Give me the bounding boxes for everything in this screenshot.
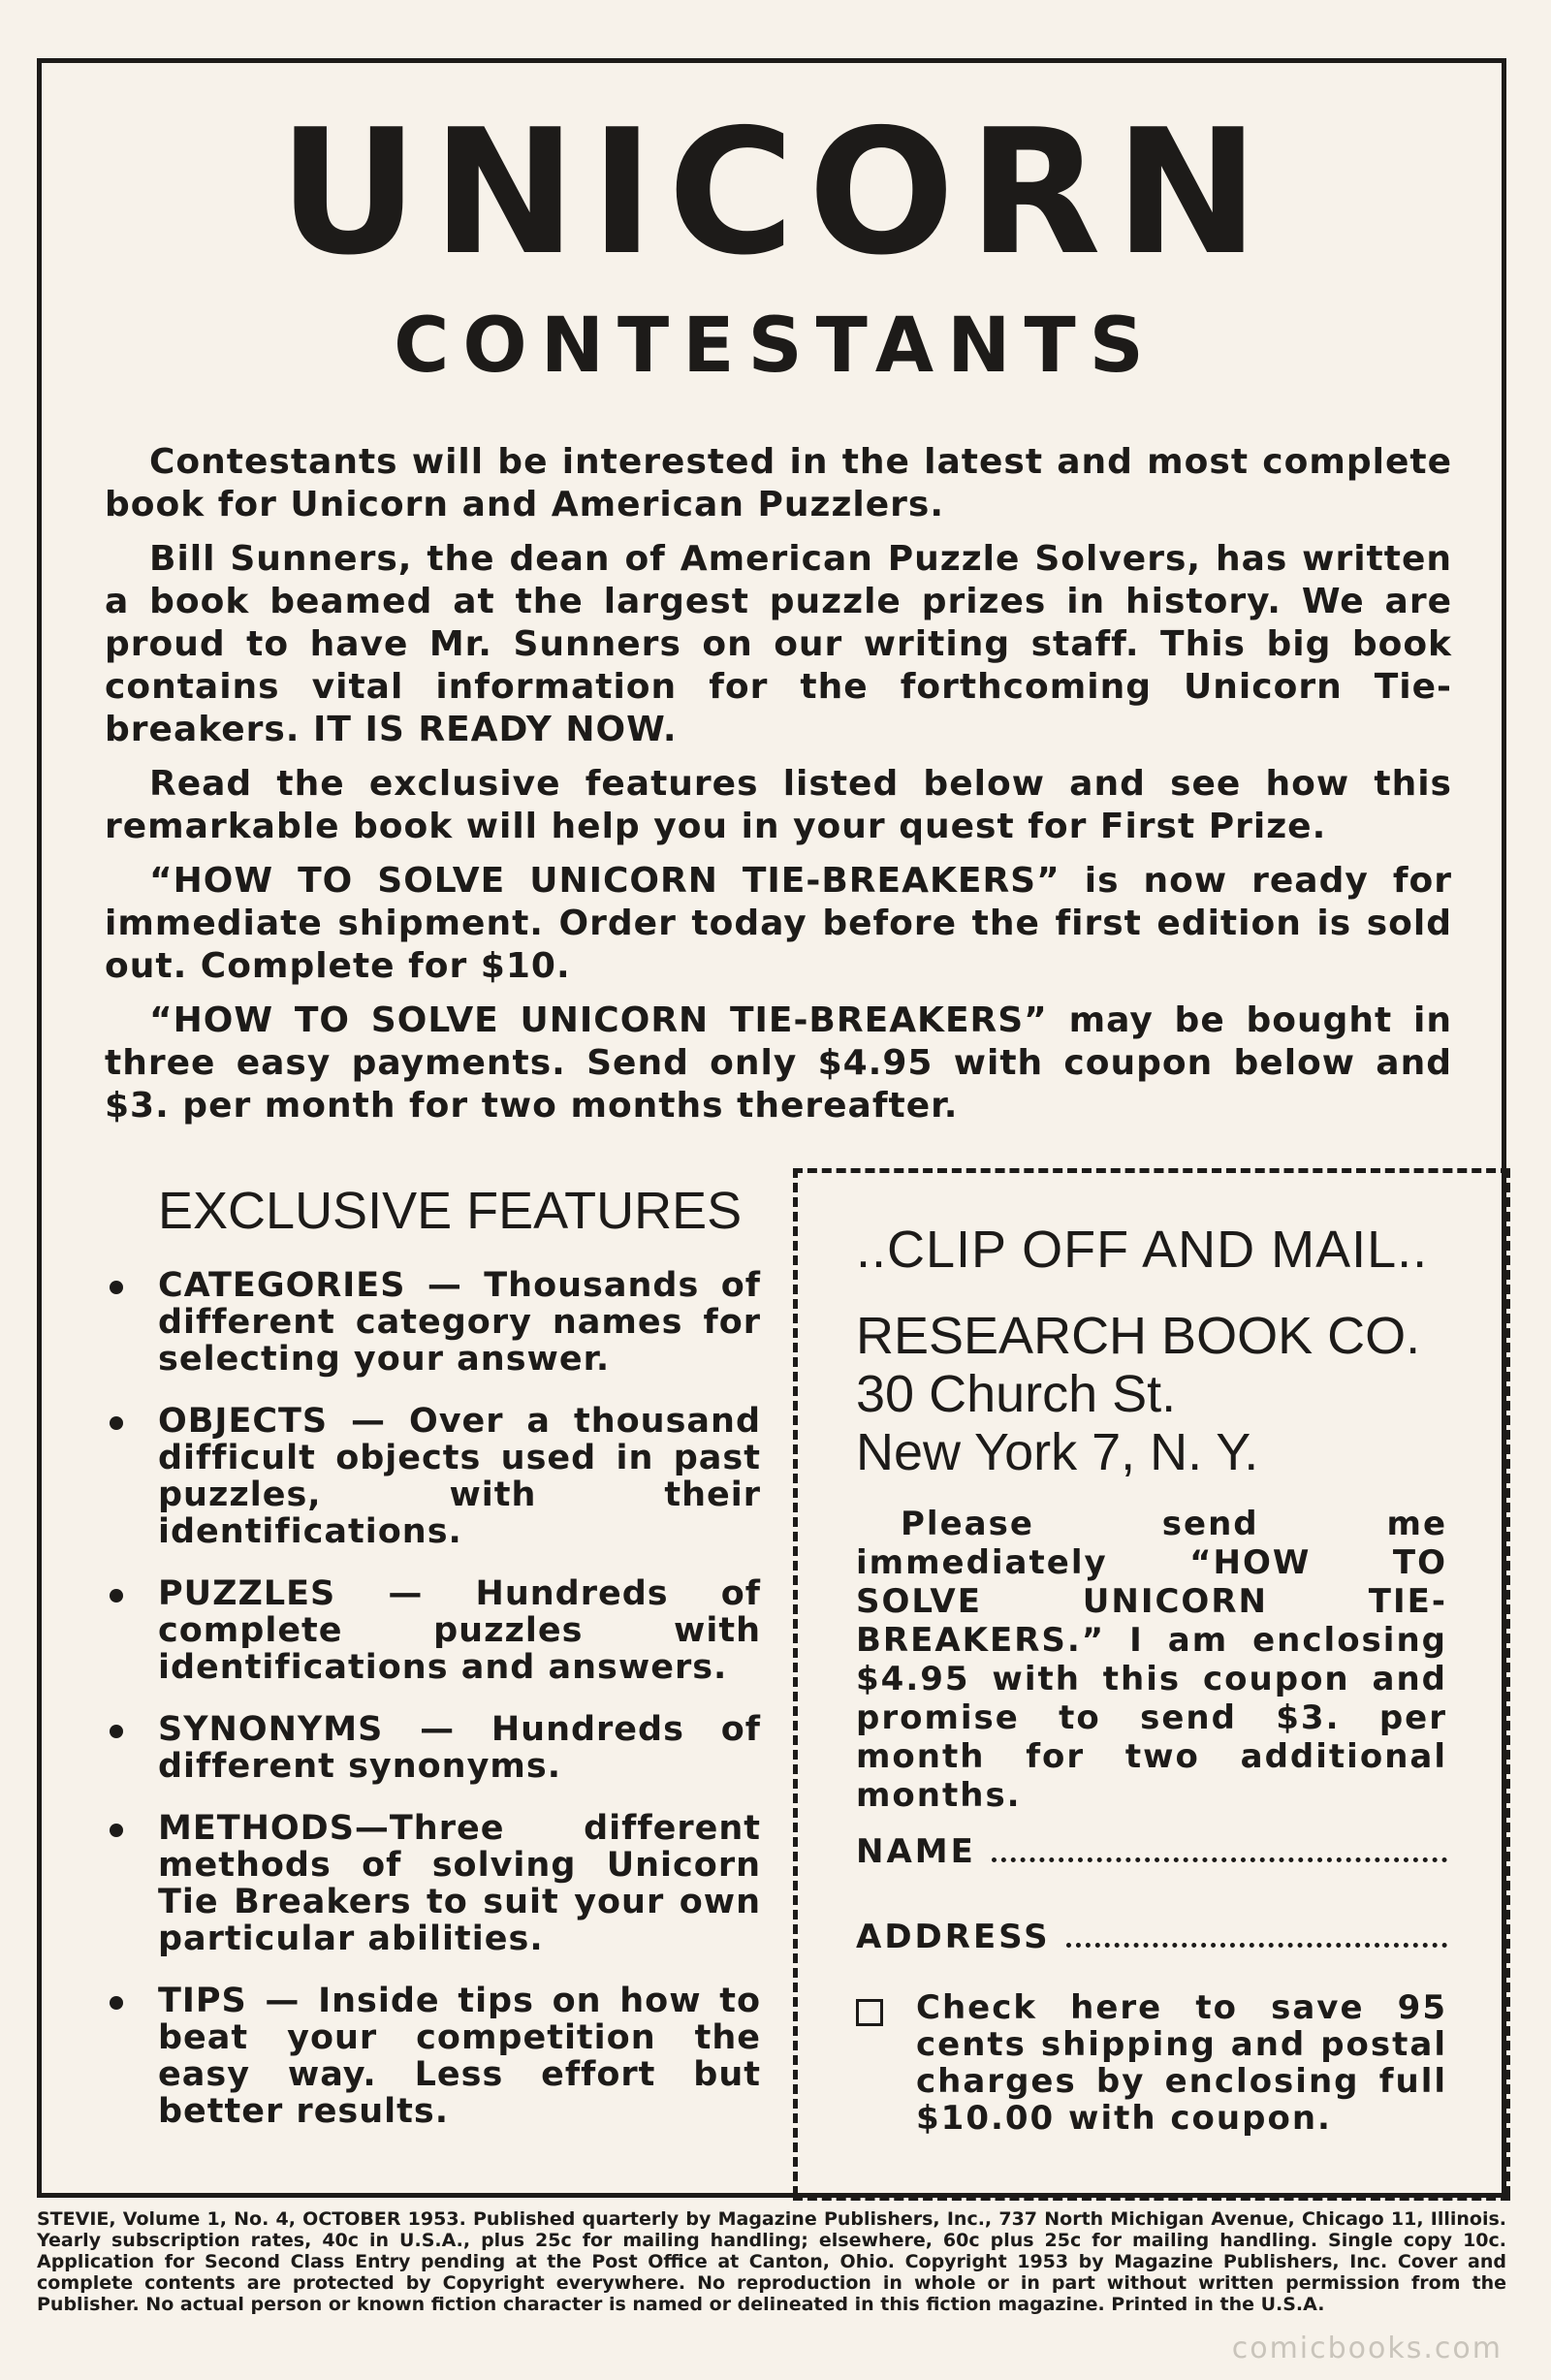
- clip-label: ..CLIP OFF AND MAIL..: [856, 1221, 1429, 1279]
- feature-text: SYNONYMS — Hundreds of different synonyms.: [158, 1710, 761, 1787]
- bullet-icon: [110, 1589, 123, 1603]
- intro-paragraph: “HOW TO SOLVE UNICORN TIE-BREAKERS” may be bought in three easy payments. Send only $4.95 with coupon below and $3. per month for two months thereafter.: [105, 1000, 1452, 1126]
- address-input-line[interactable]: [1066, 1933, 1447, 1948]
- mailing-address: [856, 1307, 1420, 1481]
- bullet-icon: [110, 1996, 123, 2010]
- feature-item: [102, 1403, 761, 1550]
- coupon-bottom-edge: [793, 2196, 1510, 2201]
- name-label: NAME: [856, 1832, 976, 1871]
- address-label: ADDRESS: [856, 1918, 1051, 1956]
- feature-text: METHODS—Three different methods of solving Unicorn Tie Breakers to suit your own particular abilities.: [158, 1809, 761, 1959]
- feature-item: [102, 1810, 761, 1957]
- feature-item: [102, 1983, 761, 2130]
- intro-paragraph: Bill Sunners, the dean of American Puzzle Solvers, has written a book beamed at the largest puzzle prizes in history. We are proud to have Mr. Sunners on our writing staff. This big book contains vital information for the forthcoming Unicorn Tie-breakers. IT IS READY NOW.: [105, 539, 1452, 749]
- ad-subtitle: CONTESTANTS: [394, 302, 1157, 390]
- feature-text: PUZZLES — Hundreds of complete puzzles with identifications and answers.: [158, 1574, 761, 1688]
- features-list: [102, 1183, 761, 2155]
- name-input-line[interactable]: [992, 1848, 1447, 1862]
- feature-item: [102, 1575, 761, 1686]
- feature-text: TIPS — Inside tips on how to beat your competition the easy way. Less effort but better results.: [158, 1982, 761, 2132]
- order-text: Please send me immediately “HOW TO SOLVE UNICORN TIE-BREAKERS.” I am enclosing $4.95 with this coupon and promise to send $3. per month for two additional months.: [856, 1505, 1447, 1815]
- shipping-checkbox-row[interactable]: [856, 1989, 1447, 2137]
- checkbox-icon[interactable]: [856, 1999, 883, 2026]
- bullet-icon: [110, 1725, 123, 1738]
- intro-paragraph: “HOW TO SOLVE UNICORN TIE-BREAKERS” is now ready for immediate shipment. Order today before the first edition is sold out. Complete for $10.: [105, 861, 1452, 986]
- publication-info: STEVIE, Volume 1, No. 4, OCTOBER 1953. Published quarterly by Magazine Publishers, Inc., 737 North Michigan Avenue, Chicago 11, Illinois. Yearly subscription rates, 40c in U.S.A., plus 25c for mailing handling; elsewhere, 60c plus 25c for mailing handling. Single copy 10c. Application for Second Class Entry pending at the Post Office at Canton, Ohio. Copyright 1953 by Magazine Publishers, Inc. Cover and complete contents are protected by Copyright everywhere. No reproduction in whole or in part without written permission from the Publisher. No actual person or known fiction character is named or delineated in this fiction magazine. Printed in the U.S.A.: [37, 2208, 1506, 2315]
- feature-text: OBJECTS — Over a thousand difficult objects used in past puzzles, with their identifications.: [158, 1402, 761, 1552]
- features-heading: EXCLUSIVE FEATURES: [158, 1182, 743, 1240]
- address-line: New York 7, N. Y.: [856, 1423, 1259, 1481]
- address-line: RESEARCH BOOK CO.: [856, 1307, 1421, 1365]
- bullet-icon: [110, 1824, 123, 1837]
- ad-title: UNICORN: [278, 92, 1273, 293]
- intro-copy: [105, 441, 1452, 1139]
- bullet-icon: [110, 1416, 123, 1430]
- feature-text: CATEGORIES — Thousands of different category names for selecting your answer.: [158, 1266, 761, 1380]
- checkbox-label: Check here to save 95 cents shipping and postal charges by enclosing full $10.00 with coupon.: [916, 1988, 1447, 2138]
- name-field[interactable]: [856, 1832, 1447, 1871]
- watermark: comicbooks.com: [1231, 2332, 1503, 2365]
- address-field[interactable]: [856, 1918, 1447, 1956]
- intro-paragraph: Contestants will be interested in the latest and most complete book for Unicorn and American Puzzlers.: [105, 442, 1452, 524]
- feature-item: [102, 1267, 761, 1378]
- bullet-icon: [110, 1281, 123, 1294]
- address-line: 30 Church St.: [856, 1365, 1177, 1423]
- intro-paragraph: Read the exclusive features listed below and see how this remarkable book will help you in your quest for First Prize.: [105, 764, 1452, 846]
- order-coupon: [793, 1168, 1510, 2196]
- feature-item: [102, 1711, 761, 1785]
